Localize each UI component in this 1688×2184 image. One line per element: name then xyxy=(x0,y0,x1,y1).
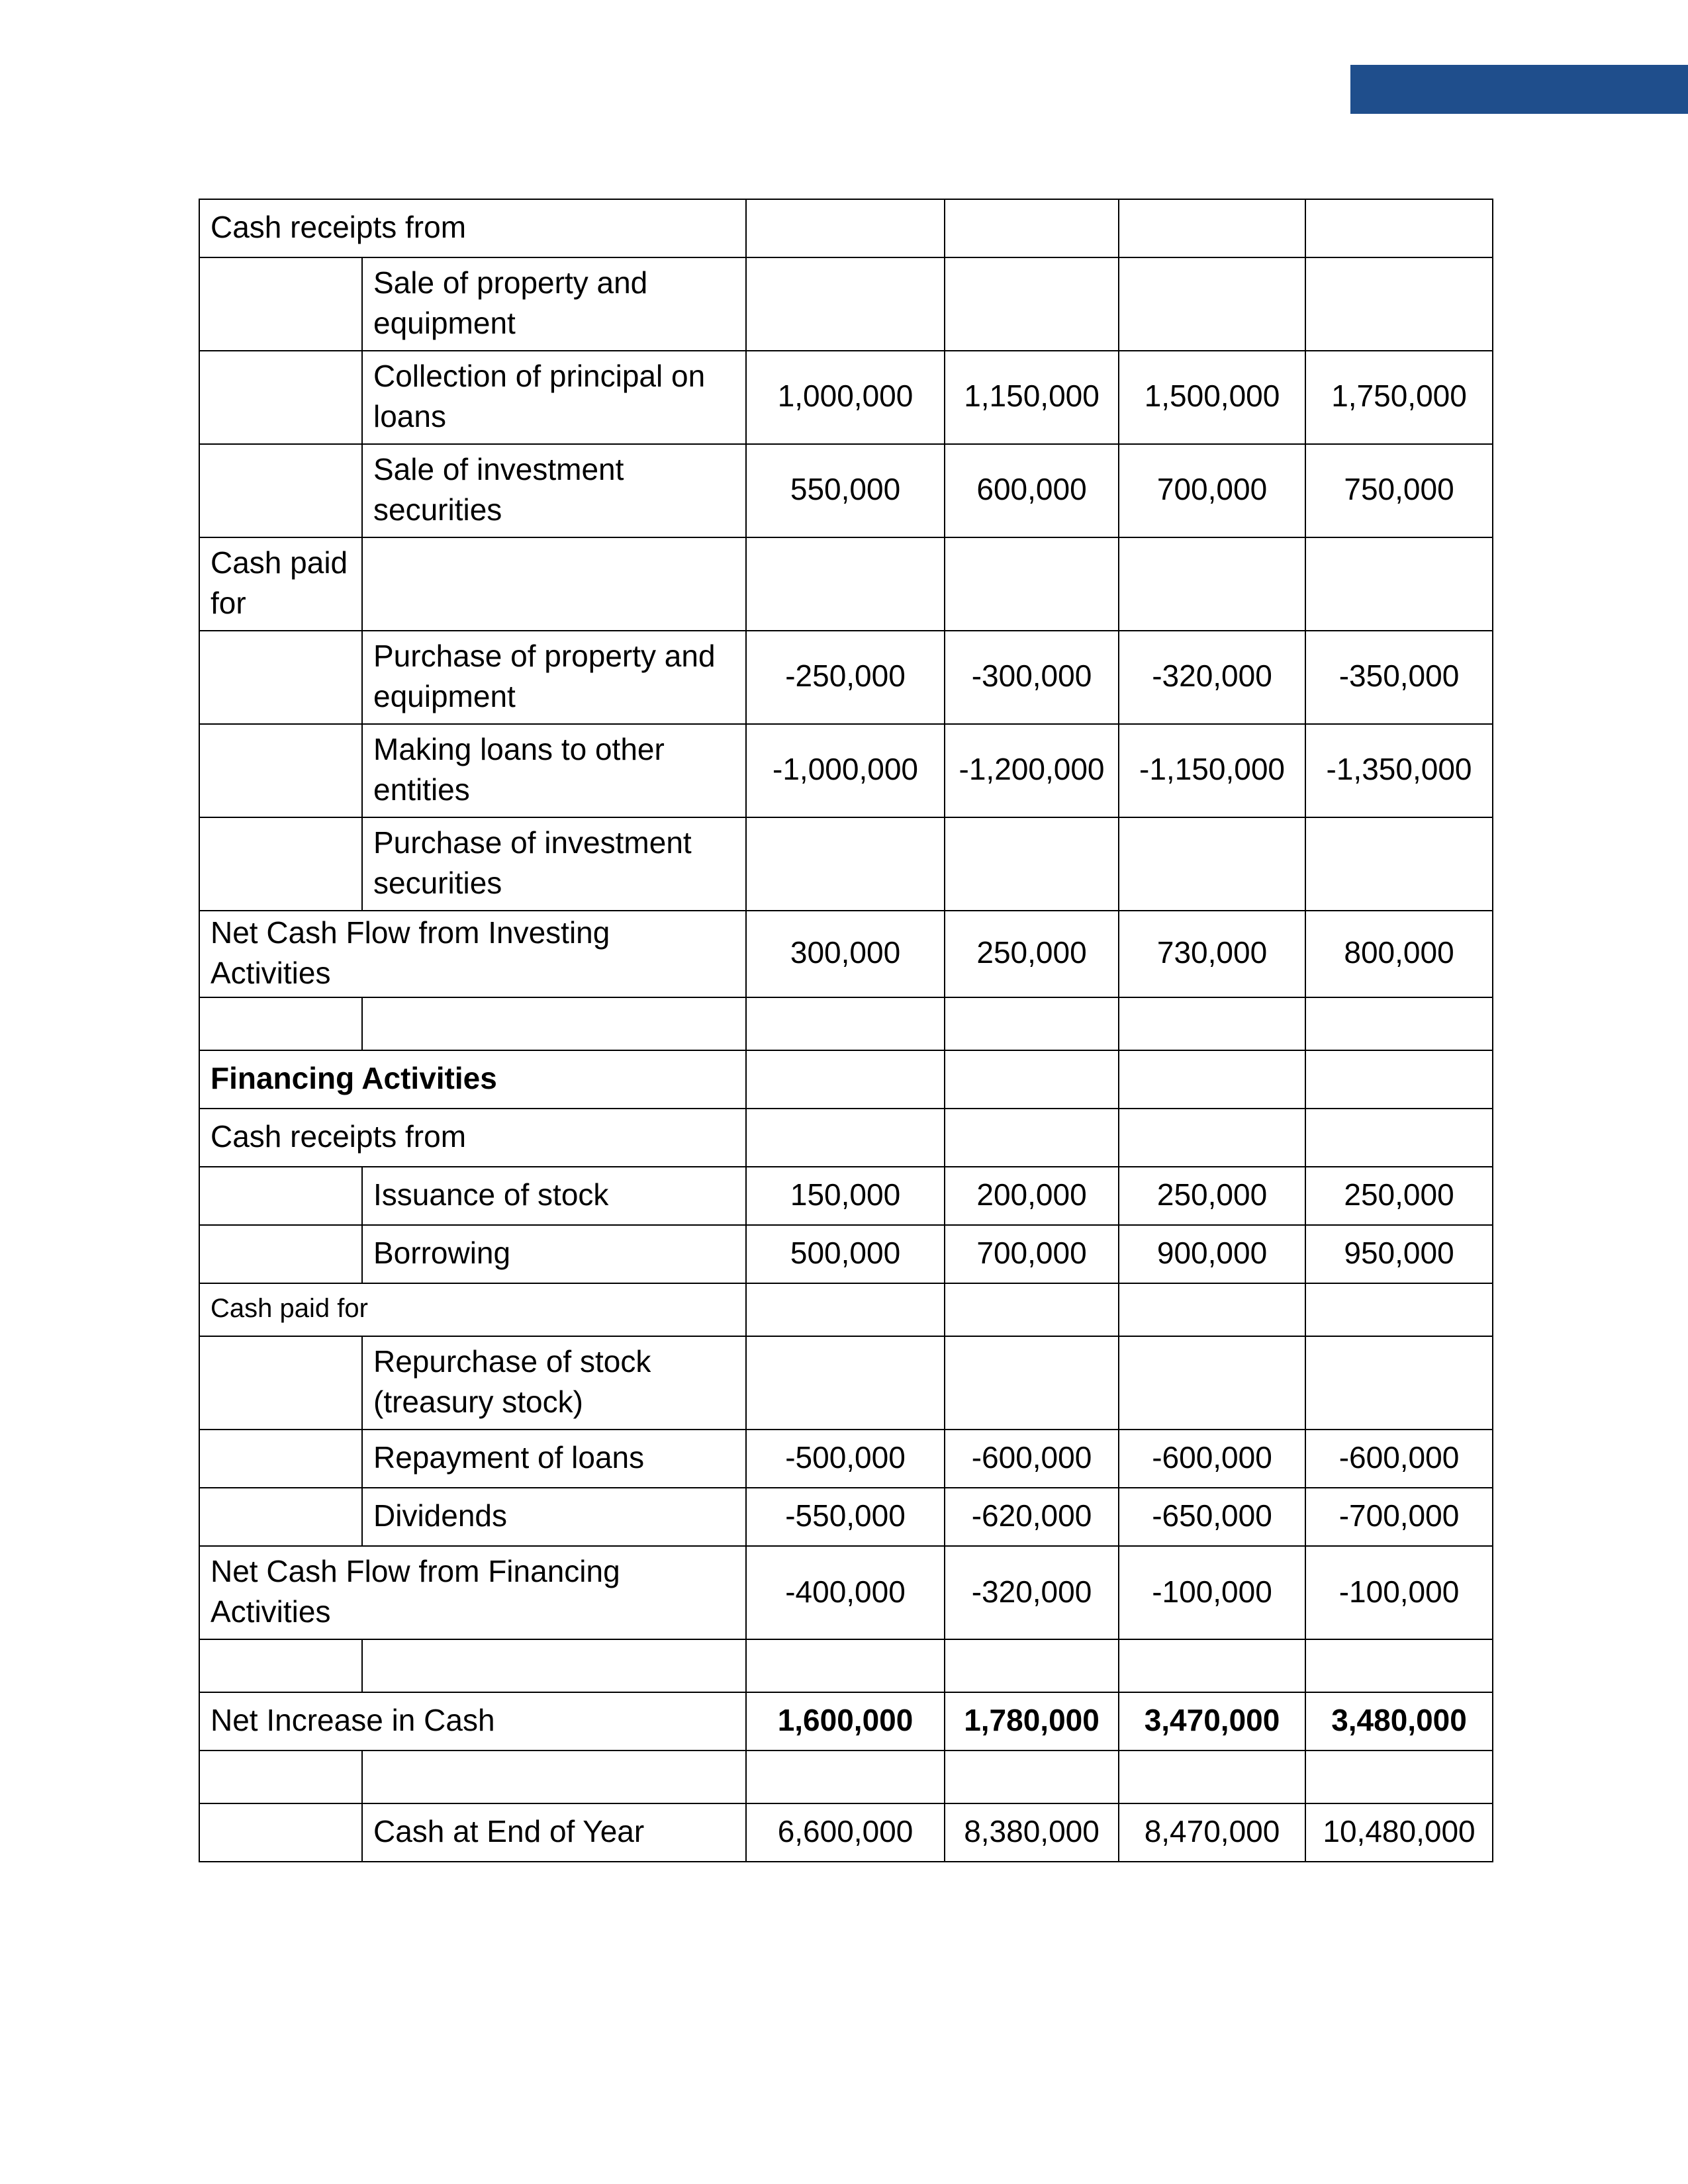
value-cell: -600,000 xyxy=(1119,1430,1305,1488)
row-label: Cash paid for xyxy=(199,537,362,631)
indent-cell xyxy=(199,1336,362,1430)
empty-cell xyxy=(1119,1751,1305,1803)
table-row xyxy=(199,1225,1493,1283)
value-cell xyxy=(945,257,1119,351)
value-cell: -400,000 xyxy=(746,1546,945,1639)
row-label: Net Increase in Cash xyxy=(199,1692,746,1751)
table-row xyxy=(199,1283,1493,1336)
value-cell xyxy=(1119,1109,1305,1167)
value-cell: 700,000 xyxy=(945,1225,1119,1283)
table-row xyxy=(199,1639,1493,1692)
row-label: Cash at End of Year xyxy=(362,1803,746,1862)
table-row xyxy=(199,1336,1493,1430)
value-cell: 1,780,000 xyxy=(945,1692,1119,1751)
value-cell xyxy=(746,537,945,631)
value-cell xyxy=(1119,817,1305,911)
value-cell: 250,000 xyxy=(945,911,1119,997)
value-cell: -550,000 xyxy=(746,1488,945,1546)
table-row xyxy=(199,1803,1493,1862)
row-label: Purchase of property and equipment xyxy=(362,631,746,724)
indent-cell xyxy=(199,1167,362,1225)
value-cell: -100,000 xyxy=(1119,1546,1305,1639)
table-row xyxy=(199,631,1493,724)
value-cell: 900,000 xyxy=(1119,1225,1305,1283)
table-row xyxy=(199,1546,1493,1639)
indent-cell xyxy=(199,1225,362,1283)
value-cell: -1,350,000 xyxy=(1305,724,1493,817)
indent-cell xyxy=(199,257,362,351)
value-cell xyxy=(1119,537,1305,631)
value-cell: 1,150,000 xyxy=(945,351,1119,444)
indent-cell xyxy=(199,631,362,724)
value-cell: 730,000 xyxy=(1119,911,1305,997)
value-cell: -320,000 xyxy=(945,1546,1119,1639)
value-cell: 10,480,000 xyxy=(1305,1803,1493,1862)
value-cell: 600,000 xyxy=(945,444,1119,537)
empty-cell xyxy=(746,1639,945,1692)
value-cell xyxy=(945,199,1119,257)
indent-cell xyxy=(199,1803,362,1862)
value-cell xyxy=(1119,257,1305,351)
empty-cell xyxy=(945,1639,1119,1692)
value-cell: 500,000 xyxy=(746,1225,945,1283)
value-cell xyxy=(1305,817,1493,911)
value-cell xyxy=(1305,1109,1493,1167)
value-cell: -300,000 xyxy=(945,631,1119,724)
table-row xyxy=(199,1050,1493,1109)
value-cell: 1,000,000 xyxy=(746,351,945,444)
value-cell xyxy=(1305,1050,1493,1109)
empty-cell xyxy=(199,997,362,1050)
row-label: Cash receipts from xyxy=(199,199,746,257)
value-cell: 3,470,000 xyxy=(1119,1692,1305,1751)
row-label: Repayment of loans xyxy=(362,1430,746,1488)
value-cell xyxy=(746,257,945,351)
row-label: Purchase of investment securities xyxy=(362,817,746,911)
value-cell xyxy=(746,1109,945,1167)
value-cell xyxy=(746,817,945,911)
value-cell: 1,750,000 xyxy=(1305,351,1493,444)
indent-cell xyxy=(199,1430,362,1488)
value-cell xyxy=(746,1050,945,1109)
value-cell: 1,500,000 xyxy=(1119,351,1305,444)
value-cell xyxy=(945,817,1119,911)
table-row xyxy=(199,724,1493,817)
value-cell: -1,000,000 xyxy=(746,724,945,817)
value-cell: 750,000 xyxy=(1305,444,1493,537)
row-label: Cash paid for xyxy=(199,1283,746,1336)
empty-cell xyxy=(362,997,746,1050)
table-row xyxy=(199,1488,1493,1546)
table-row xyxy=(199,199,1493,257)
value-cell xyxy=(1119,199,1305,257)
value-cell xyxy=(945,1336,1119,1430)
table-row xyxy=(199,444,1493,537)
empty-cell xyxy=(746,997,945,1050)
table-row xyxy=(199,257,1493,351)
table-row xyxy=(199,911,1493,997)
cash-flow-table xyxy=(199,199,1493,1862)
row-label: Sale of property and equipment xyxy=(362,257,746,351)
value-cell: 250,000 xyxy=(1305,1167,1493,1225)
empty-cell xyxy=(199,1639,362,1692)
value-cell xyxy=(1305,257,1493,351)
value-cell: 150,000 xyxy=(746,1167,945,1225)
value-cell xyxy=(746,1283,945,1336)
value-cell: 800,000 xyxy=(1305,911,1493,997)
value-cell: 8,380,000 xyxy=(945,1803,1119,1862)
value-cell: -500,000 xyxy=(746,1430,945,1488)
value-cell xyxy=(746,1336,945,1430)
value-cell xyxy=(746,199,945,257)
value-cell xyxy=(1305,537,1493,631)
value-cell: 550,000 xyxy=(746,444,945,537)
empty-cell xyxy=(1305,1751,1493,1803)
empty-cell xyxy=(945,1751,1119,1803)
header-accent-bar xyxy=(1350,65,1688,114)
value-cell xyxy=(1305,199,1493,257)
value-cell: 3,480,000 xyxy=(1305,1692,1493,1751)
row-label: Repurchase of stock (treasury stock) xyxy=(362,1336,746,1430)
value-cell: 6,600,000 xyxy=(746,1803,945,1862)
table-row xyxy=(199,997,1493,1050)
indent-cell xyxy=(199,817,362,911)
table-row xyxy=(199,537,1493,631)
table-row xyxy=(199,1167,1493,1225)
value-cell: 700,000 xyxy=(1119,444,1305,537)
value-cell: -620,000 xyxy=(945,1488,1119,1546)
value-cell: -600,000 xyxy=(1305,1430,1493,1488)
row-label: Making loans to other entities xyxy=(362,724,746,817)
row-label: Net Cash Flow from Investing Activities xyxy=(199,911,746,997)
indent-cell xyxy=(199,724,362,817)
empty-cell xyxy=(362,1751,746,1803)
value-cell: 8,470,000 xyxy=(1119,1803,1305,1862)
value-cell: -1,200,000 xyxy=(945,724,1119,817)
value-cell: -650,000 xyxy=(1119,1488,1305,1546)
value-cell xyxy=(1119,1336,1305,1430)
row-label: Borrowing xyxy=(362,1225,746,1283)
indent-cell xyxy=(199,1488,362,1546)
value-cell xyxy=(1119,1050,1305,1109)
empty-cell xyxy=(945,997,1119,1050)
row-label: Issuance of stock xyxy=(362,1167,746,1225)
empty-cell xyxy=(1119,997,1305,1050)
section-heading: Financing Activities xyxy=(199,1050,746,1109)
table-row xyxy=(199,817,1493,911)
value-cell: -320,000 xyxy=(1119,631,1305,724)
value-cell xyxy=(1119,1283,1305,1336)
indent-cell xyxy=(199,444,362,537)
value-cell xyxy=(945,537,1119,631)
empty-cell xyxy=(1119,1639,1305,1692)
value-cell: -100,000 xyxy=(1305,1546,1493,1639)
empty-cell xyxy=(199,1751,362,1803)
empty-cell xyxy=(746,1751,945,1803)
indent-cell xyxy=(199,351,362,444)
value-cell xyxy=(1305,1336,1493,1430)
row-label: Cash receipts from xyxy=(199,1109,746,1167)
table-row xyxy=(199,1109,1493,1167)
value-cell: 300,000 xyxy=(746,911,945,997)
value-cell: 1,600,000 xyxy=(746,1692,945,1751)
value-cell xyxy=(945,1109,1119,1167)
value-cell xyxy=(945,1050,1119,1109)
row-label: Sale of investment securities xyxy=(362,444,746,537)
row-label: Dividends xyxy=(362,1488,746,1546)
value-cell: -1,150,000 xyxy=(1119,724,1305,817)
empty-cell xyxy=(1305,1639,1493,1692)
row-label: Collection of principal on loans xyxy=(362,351,746,444)
value-cell: -350,000 xyxy=(1305,631,1493,724)
value-cell: 250,000 xyxy=(1119,1167,1305,1225)
row-label: Net Cash Flow from Financing Activities xyxy=(199,1546,746,1639)
value-cell xyxy=(1305,1283,1493,1336)
empty-cell xyxy=(362,537,746,631)
table-row xyxy=(199,1430,1493,1488)
value-cell: 200,000 xyxy=(945,1167,1119,1225)
value-cell: -250,000 xyxy=(746,631,945,724)
value-cell: -700,000 xyxy=(1305,1488,1493,1546)
table-row xyxy=(199,1751,1493,1803)
empty-cell xyxy=(362,1639,746,1692)
table-row xyxy=(199,351,1493,444)
table-row xyxy=(199,1692,1493,1751)
value-cell: -600,000 xyxy=(945,1430,1119,1488)
empty-cell xyxy=(1305,997,1493,1050)
value-cell xyxy=(945,1283,1119,1336)
value-cell: 950,000 xyxy=(1305,1225,1493,1283)
